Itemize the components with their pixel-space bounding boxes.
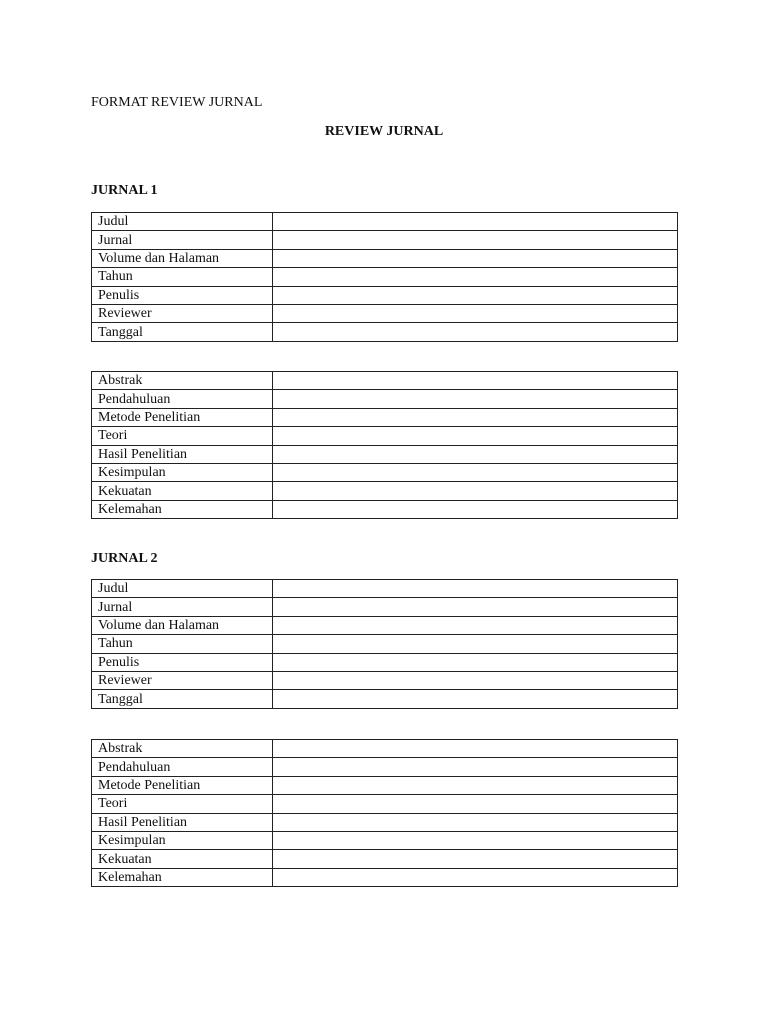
- value-field[interactable]: [273, 372, 678, 390]
- row-label: Kesimpulan: [92, 831, 273, 849]
- value-field[interactable]: [273, 580, 678, 598]
- journal-1-info-table: [91, 212, 678, 342]
- value-field[interactable]: [273, 249, 678, 267]
- table-row: [92, 304, 678, 322]
- table-row: [92, 390, 678, 408]
- table-row: [92, 482, 678, 500]
- document-title: REVIEW JURNAL: [324, 124, 444, 139]
- value-field[interactable]: [273, 598, 678, 616]
- row-label: Volume dan Halaman: [92, 616, 273, 634]
- row-label: Kesimpulan: [92, 463, 273, 481]
- value-field[interactable]: [273, 795, 678, 813]
- value-field[interactable]: [273, 427, 678, 445]
- row-label: Tanggal: [92, 323, 273, 341]
- section-heading-jurnal-1: JURNAL 1: [91, 183, 158, 198]
- row-label: Penulis: [92, 653, 273, 671]
- row-label: Hasil Penelitian: [92, 445, 273, 463]
- value-field[interactable]: [273, 231, 678, 249]
- value-field[interactable]: [273, 671, 678, 689]
- table-row: [92, 850, 678, 868]
- row-label: Penulis: [92, 286, 273, 304]
- row-label: Kekuatan: [92, 850, 273, 868]
- value-field[interactable]: [273, 635, 678, 653]
- table-row: [92, 445, 678, 463]
- table-row: [92, 868, 678, 886]
- value-field[interactable]: [273, 390, 678, 408]
- table-row: [92, 776, 678, 794]
- value-field[interactable]: [273, 482, 678, 500]
- table-row: [92, 249, 678, 267]
- value-field[interactable]: [273, 740, 678, 758]
- row-label: Jurnal: [92, 598, 273, 616]
- table-row: [92, 616, 678, 634]
- table-row: [92, 831, 678, 849]
- value-field[interactable]: [273, 813, 678, 831]
- row-label: Abstrak: [92, 372, 273, 390]
- table-row: [92, 653, 678, 671]
- value-field[interactable]: [273, 463, 678, 481]
- table-row: [92, 427, 678, 445]
- table-row: [92, 286, 678, 304]
- row-label: Metode Penelitian: [92, 408, 273, 426]
- row-label: Reviewer: [92, 304, 273, 322]
- value-field[interactable]: [273, 500, 678, 518]
- table-row: [92, 500, 678, 518]
- table-row: [92, 580, 678, 598]
- value-field[interactable]: [273, 408, 678, 426]
- value-field[interactable]: [273, 868, 678, 886]
- row-label: Pendahuluan: [92, 390, 273, 408]
- row-label: Volume dan Halaman: [92, 249, 273, 267]
- row-label: Hasil Penelitian: [92, 813, 273, 831]
- table-row: [92, 231, 678, 249]
- value-field[interactable]: [273, 653, 678, 671]
- row-label: Tahun: [92, 635, 273, 653]
- row-label: Metode Penelitian: [92, 776, 273, 794]
- value-field[interactable]: [273, 690, 678, 708]
- value-field[interactable]: [273, 831, 678, 849]
- row-label: Kelemahan: [92, 868, 273, 886]
- journal-2-info-table: [91, 579, 678, 709]
- page-header: FORMAT REVIEW JURNAL: [91, 95, 263, 110]
- value-field[interactable]: [273, 304, 678, 322]
- table-row: [92, 268, 678, 286]
- table-row: [92, 323, 678, 341]
- table-row: [92, 758, 678, 776]
- table-row: [92, 635, 678, 653]
- table-row: [92, 372, 678, 390]
- value-field[interactable]: [273, 776, 678, 794]
- journal-1-review-table: [91, 371, 678, 519]
- row-label: Reviewer: [92, 671, 273, 689]
- row-label: Judul: [92, 213, 273, 231]
- table-row: [92, 740, 678, 758]
- row-label: Teori: [92, 427, 273, 445]
- value-field[interactable]: [273, 268, 678, 286]
- section-heading-jurnal-2: JURNAL 2: [91, 551, 158, 566]
- table-row: [92, 408, 678, 426]
- row-label: Judul: [92, 580, 273, 598]
- row-label: Kekuatan: [92, 482, 273, 500]
- row-label: Tahun: [92, 268, 273, 286]
- table-row: [92, 690, 678, 708]
- value-field[interactable]: [273, 850, 678, 868]
- table-row: [92, 813, 678, 831]
- table-row: [92, 213, 678, 231]
- row-label: Jurnal: [92, 231, 273, 249]
- table-row: [92, 463, 678, 481]
- row-label: Tanggal: [92, 690, 273, 708]
- row-label: Kelemahan: [92, 500, 273, 518]
- table-row: [92, 598, 678, 616]
- row-label: Pendahuluan: [92, 758, 273, 776]
- value-field[interactable]: [273, 323, 678, 341]
- journal-2-review-table: [91, 739, 678, 887]
- value-field[interactable]: [273, 445, 678, 463]
- table-row: [92, 795, 678, 813]
- value-field[interactable]: [273, 213, 678, 231]
- row-label: Abstrak: [92, 740, 273, 758]
- table-row: [92, 671, 678, 689]
- value-field[interactable]: [273, 616, 678, 634]
- value-field[interactable]: [273, 286, 678, 304]
- value-field[interactable]: [273, 758, 678, 776]
- row-label: Teori: [92, 795, 273, 813]
